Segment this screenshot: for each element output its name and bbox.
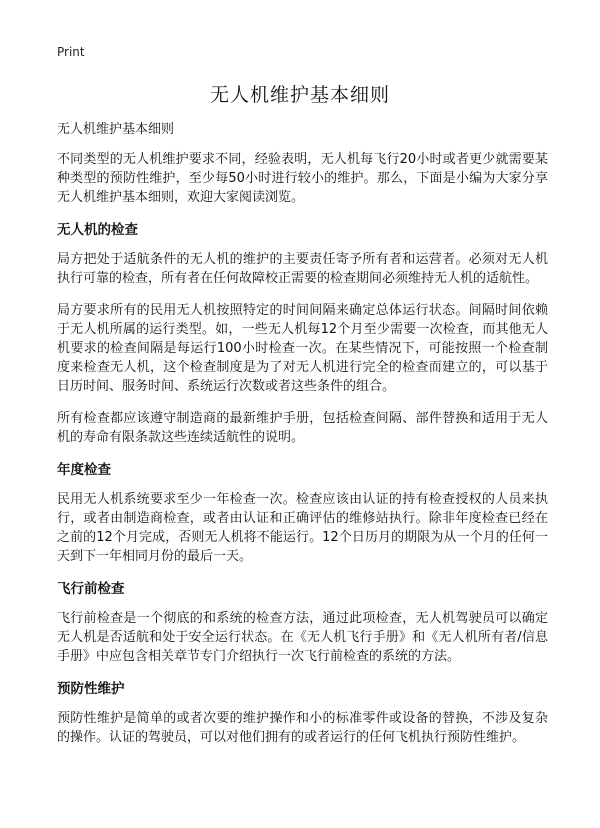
section-heading-preventive-maintenance: 预防性维护: [57, 681, 125, 697]
section-heading-preflight-inspection: 飞行前检查: [57, 581, 125, 597]
document-title: 无人机维护基本细则: [209, 84, 390, 106]
paragraph: 局方把处于适航条件的无人机的维护的主要责任寄予所有者和运营者。必须对无人机执行可靠的检查，所有者在任何故障校正需要的检查期间必须维持无人机的适航性。: [57, 252, 548, 286]
paragraph: 局方要求所有的民用无人机按照特定的时间间隔来确定总体运行状态。间隔时间依赖于无人机所属的运行类型。如，一些无人机每12个月至少需要一次检查，而其他无人机要求的检查间隔是每运行100小时检查一次。在某些情况下，可能按照一个检查制度来检查无人机，这个检查制度是为了对无人机进行完全的检查而建立的，可以基于日历时间、服务时间、系统运行次数或者这些条件的组合。: [57, 303, 548, 394]
document-subtitle: 无人机维护基本细则: [57, 122, 175, 137]
intro-paragraph: 不同类型的无人机维护要求不同，经验表明，无人机每飞行20小时或者更少就需要某种类型的预防性维护，至少每50小时进行较小的维护。那么，下面是小编为大家分享无人机维护基本细则，欢迎大家阅读浏览。: [57, 152, 548, 205]
section-heading-annual-inspection: 年度检查: [57, 462, 111, 478]
paragraph: 飞行前检查是一个彻底的和系统的检查方法，通过此项检查，无人机驾驶员可以确定无人机是否适航和处于安全运行状态。在《无人机飞行手册》和《无人机所有者/信息手册》中应包含相关章节专门介绍执行一次飞行前检查的系统的方法。: [57, 611, 548, 664]
paragraph: 预防性维护是简单的或者次要的维护操作和小的标准零件或设备的替换，不涉及复杂的操作。认证的驾驶员，可以对他们拥有的或者运行的任何飞机执行预防性维护。: [57, 711, 548, 745]
paragraph: 所有检查都应该遵守制造商的最新维护手册，包括检查间隔、部件替换和适用于无人机的寿命有限条款这些连续适航性的说明。: [57, 411, 548, 445]
print-label: Print: [57, 45, 85, 59]
paragraph: 民用无人机系统要求至少一年检查一次。检查应该由认证的持有检查授权的人员来执行，或者由制造商检查，或者由认证和正确评估的维修站执行。除非年度检查已经在之前的12个月完成，否则无人机将不能运行。12个日历月的期限为从一个月的任何一天到下一年相同月份的最后一天。: [57, 492, 548, 564]
section-heading-inspection: 无人机的检查: [57, 222, 138, 238]
document-body: [57, 120, 548, 760]
